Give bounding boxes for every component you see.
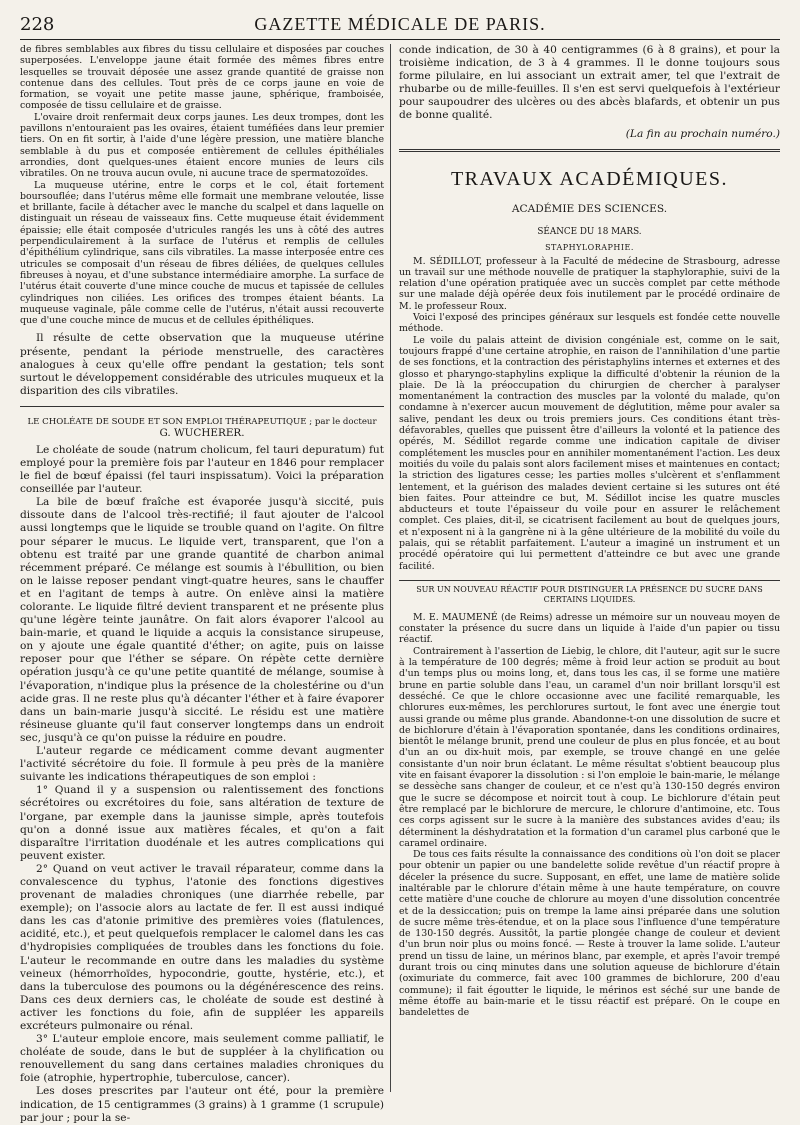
paragraph: La bile de bœuf fraîche est évaporée jusqu'à siccité, puis dissoute dans de l'alcool très-rectifié; il faut ajouter de l'alcool aussi longtemps que le liquide se trouble quand on l'agite. On filtre pour séparer le mucus. Le liquide vert, transparent, que l'on a obtenu est traité par une grande quantité de charbon animal récemment préparé. Ce mélange est soumis à l'ébullition, ou bien on le laisse reposer pendant vingt-quatre heures, sans le chauffer et en l'agitant de temps à autre. On enlève ainsi la matière colorante. Le liquide filtré devient transparent et ne présente plus qu'une légère teinte jaunâtre. On fait alors évaporer l'alcool au bain-marie, et quand le liquide a acquis la consistance sirupeuse, on y ajoute une égale quantité d'éther; on agite, puis on laisse reposer pour que l'éther se sépare. On répète cette dernière opération jusqu'à ce qu'une petite quantité de mélange, soumise à l'évaporation, n'indique plus la présence de la cholestérine ou d'un acide gras. Il ne reste plus qu'à décanter l'éther et à faire évaporer dans un bain-marie jusqu'à siccité. Le résidu est une matière résineuse gluante qu'il faut conserver longtemps dans un endroit sec, jusqu'à ce qu'on puisse la réduire en poudre. (20, 496, 384, 744)
journal-title: GAZETTE MÉDICALE DE PARIS. (254, 14, 546, 34)
article-heading (20, 417, 384, 440)
page-number: 228 (20, 14, 55, 35)
paragraph: 1° Quand il y a suspension ou ralentissement des fonctions sécrétoires ou excrétoires du foie, sans altération de texture de l'organe, par exemple dans la jaunisse simple, après toutefois qu'on a donné issue aux matières fécales, et qu'on a fait disparaître l'irritation duodénale et les autres complications qui peuvent exister. (20, 784, 384, 862)
paragraph: Contrairement à l'assertion de Liebig, le chlore, dit l'auteur, agit sur le sucre à la température de 100 degrés; même à froid leur action se produit au bout d'un temps plus ou moins long, et, dans tous les cas, il se forme une matière brune en partie soluble dans l'eau, un caramel d'un noir brillant lorsqu'il est desséché. Ce que le chlore occasionne avec une facilité remarquable, les chlorures eux-mêmes, les perchlorures surtout, le font avec une énergie tout aussi grande ou même plus grande. Abandonne-t-on une dissolution de sucre et de bichlorure d'étain à l'évaporation spontanée, dans les conditions ordinaires, bientôt le mélange brunit, prend une couleur de plus en plus foncée, et au bout d'un an ou dix-huit mois, par exemple, se trouve changé en une gelée consistante d'un noir brun éclatant. Le même résultat s'obtient beaucoup plus vite en faisant évaporer la dissolution : si l'on emploie le bain-marie, le mélange se dessèche sans changer de couleur, et ce n'est qu'à 130-150 degrés environ que le sucre se décompose et noircit tout à coup. Le bichlorure d'étain peut être remplacé par le bichlorure de mercure, le chlorure d'antimoine, etc. Tous ces corps agissent sur le sucre à la manière des substances avides d'eau; ils déterminent la déshydratation et la formation d'un caramel plus carboné que le caramel ordinaire. (399, 645, 780, 849)
academy-heading: ACADÉMIE DES SCIENCES. (511, 202, 668, 215)
page-header (20, 14, 780, 40)
right-column (391, 44, 780, 1092)
paragraph: Voici l'exposé des principes généraux sur lesquels est fondée cette nouvelle méthode. (399, 312, 780, 335)
paragraph: De tous ces faits résulte la connaissance des conditions où l'on doit se placer pour obtenir un papier ou une bandelette solide revêtue d'un réactif propre à déceler la présence du sucre. Supposant, en effet, une lame de matière solide inaltérable par le chlorure d'étain même à une haute température, on couvre cette matière d'une couche de chlorure au moyen d'une dissolution concentrée et de la dessiccation; puis on trempe la lame ainsi préparée dans une solution de sucre même très-étendue, et on la place sous l'influence d'une température de 130-150 degrés. Aussitôt, la partie plongée change de couleur et devient d'un brun noir plus ou moins foncé. — Reste à trouver la lame solide. L'auteur prend un tissu de laine, un mérinos blanc, par exemple, et après l'avoir trempé durant trois ou cinq minutes dans une solution aqueuse de bichlorure d'étain (oximuriate du commerce, fait avec 100 grammes de bichlorure, 200 d'eau commune); il fait égoutter le liquide, le mérinos est séché sur une bande de même étoffe au bain-marie et le tissu réactif est préparé. On le coupe en bandelettes de (399, 849, 780, 1019)
paragraph: La muqueuse utérine, entre le corps et le col, était fortement boursouflée; dans l'utérus même elle formait une membrane veloutée, lisse et brillante, facile à détacher avec le manche du scalpel et dans laquelle on distinguait un réseau de vaisseaux fins. Cette muqueuse était évidemment épaissie; elle était composée d'utricules rangés les uns à côté des autres perpendiculairement à la surface de l'utérus et remplis de cellules d'épithélium cylindrique, sans cils vibratiles. La masse interposée entre ces utricules se composait d'un réseau de fibres déliées, de quelques cellules fibreuses à noyau, et d'une substance intermédiaire amorphe. La surface de l'utérus était couverte d'une mince couche de mucus et tapissée de cellules cylindriques non ciliées. Les orifices des trompes étaient béants. La muqueuse vaginale, pâle comme celle de l'utérus, n'était aussi recouverte que d'une couche mince de mucus et de cellules épithéliques. (20, 179, 384, 327)
session-date: SÉANCE DU 18 MARS. (537, 226, 642, 237)
double-divider (399, 149, 780, 152)
paragraph: de fibres semblables aux fibres du tissu cellulaire et disposées par couches superposées. L'enveloppe jaune était formée des mêmes fibres entre lesquelles se trouvait déposée une assez grande quantité de graisse non contenue dans des cellules. Tout près de ce corps jaune en voie de formation, se voyait une petite masse jaune, sphérique, framboisée, composée de tissu cellulaire et de graisse. (20, 44, 384, 112)
left-column (20, 44, 391, 1124)
divider (399, 580, 780, 581)
paragraph: M. E. MAUMENÉ (de Reims) adresse un mémoire sur un nouveau moyen de constater la présence du sucre dans un liquide à l'aide d'un papier ou tissu réactif. (399, 611, 780, 646)
paragraph: Les doses prescrites par l'auteur ont été, pour la première indication, de 15 centigrammes (3 grains) à 1 gramme (1 scrupule) par jour ; pour la se- (20, 1085, 384, 1124)
divider (20, 406, 384, 407)
paragraph: Il résulte de cette observation que la muqueuse utérine présente, pendant la période menstruelle, des caractères analogues à ceux qu'elle offre pendant la gestation; tels sont surtout le développement considérable des utricules muqueux et la disparition des cils vibratiles. (20, 332, 384, 397)
paragraph: conde indication, de 30 à 40 centigrammes (6 à 8 grains), et pour la troisième indication, de 3 à 4 grammes. Il le donne toujours sous forme pilulaire, en lui associant un extrait amer, tel que l'extrait de rhubarbe ou de mille-feuilles. Il s'en est servi quelquefois à l'extérieur pour saupoudrer des ulcères ou des abcès blafards, et obtenir un pus de bonne qualité. (399, 44, 780, 122)
article-title: LE CHOLÉATE DE SOUDE ET SON EMPLOI THÉRAPEUTIQUE ; par le docteur (27, 416, 377, 427)
paragraph: Le choléate de soude (natrum cholicum, fel tauri depuratum) fut employé pour la première fois par l'auteur en 1846 pour remplacer le fiel de bœuf épaissi (fel tauri inspissatum). Voici la préparation conseillée par l'auteur. (20, 443, 384, 496)
paragraph: M. SÉDILLOT, professeur à la Faculté de médecine de Strasbourg, adresse un travail sur une méthode nouvelle de pratiquer la staphyloraphie, suivi de la relation d'une opération pratiquée avec un succès complet par cette méthode sur une malade déjà opérée deux fois inutilement par le procédé ordinaire de M. le professeur Roux. (399, 255, 780, 312)
continued-note: (La fin au prochain numéro.) (625, 127, 780, 140)
section-title: TRAVAUX ACADÉMIQUES. (450, 167, 729, 190)
subject-heading: STAPHYLORAPHIE. (545, 242, 634, 252)
paragraph: Le voile du palais atteint de division congéniale est, comme on le sait, toujours frappé d'une certaine atrophie, en raison de l'annihilation d'une partie de ses fonctions, et la contraction des péristaphylins internes et externes et des glosso et pharyngo-staphylins explique la difficulté d'obtenir la réunion de la plaie. De là la préoccupation du chirurgien de chercher à paralyser momentanément la contraction des muscles par la volonté du malade, qu'on condamne à n'exercer aucun mouvement de déglutition, même pour avaler sa salive, pendant les deux ou trois premiers jours. Ces conditions étant très-défavorables, quelles que puissent être d'ailleurs la volonté et la patience des opérés, M. Sédillot regarde comme une indication capitale de diviser complétement les muscles pour en annihiler momentanément l'action. Les deux moitiés du voile du palais sont alors facilement mises et maintenues en contact; la striction des ligatures cesse; les parties molles s'ulcèrent et s'enflamment lentement, et la guérison des malades devient certaine si les sutures ont été bien faites. Pour atteindre ce but, M. Sédillot incise les quatre muscles abducteurs et toute l'épaisseur du voile pour en assurer le relâchement complet. Ces plaies, dit-il, se cicatrisent facilement au bout de quelques jours, et n'exposent ni à la gangrène ni à la gêne ultérieure de la mobilité du voile du palais, qui se rétablit parfaitement. L'auteur a imaginé un instrument et un procédé opératoire qui lui permettent d'atteindre ce but avec une grande facilité. (399, 334, 780, 572)
paragraph: L'ovaire droit renfermait deux corps jaunes. Les deux trompes, dont les pavillons n'entouraient pas les ovaires, étaient tuméfiées dans leur premier tiers. On en fit sortir, à l'aide d'une légère pression, une matière blanche semblable à du pus et composée entièrement de cellules épithéliales arrondies, dont quelques-unes étaient encore munies de leurs cils vibratiles. On ne trouva aucun ovule, ni aucune trace de spermatozoïdes. (20, 111, 384, 180)
article-title: SUR UN NOUVEAU RÉACTIF POUR DISTINGUER LA PRÉSENCE DU SUCRE DANS CERTAINS LIQUIDES. (416, 584, 763, 605)
paragraph: 3° L'auteur emploie encore, mais seulement comme palliatif, le choléate de soude, dans le but de suppléer à la chylification ou renouvellement du sang dans certaines maladies chroniques du foie (atrophie, hypertrophie, tuberculose, cancer). (20, 1033, 384, 1085)
paragraph: 2° Quand on veut activer le travail réparateur, comme dans la convalescence du typhus, l'atonie des fonctions digestives provenant de maladies chroniques (une diarrhée rebelle, par exemple); on l'associe alors au lactate de fer. Il est aussi indiqué dans les cas d'atonie primitive des premières voies (flatulences, acidité, etc.), et peut quelquefois remplacer le calomel dans les cas d'hydropisies compliquées de troubles dans les fonctions du foie. L'auteur le recommande en outre dans les maladies du système veineux (hémorrhoïdes, hypocondrie, goutte, hystérie, etc.), et dans la tuberculose des poumons ou la dégénérescence des reins. Dans ces deux derniers cas, le choléate de soude est destiné à activer les fonctions du foie, afin de suppléer les appareils excréteurs pulmonaire ou rénal. (20, 862, 384, 1033)
article-author: G. WUCHERER. (159, 427, 245, 440)
paragraph: L'auteur regarde ce médicament comme devant augmenter l'activité sécrétoire du foie. Il formule à peu près de la manière suivante les indications thérapeutiques de son emploi : (20, 745, 384, 784)
